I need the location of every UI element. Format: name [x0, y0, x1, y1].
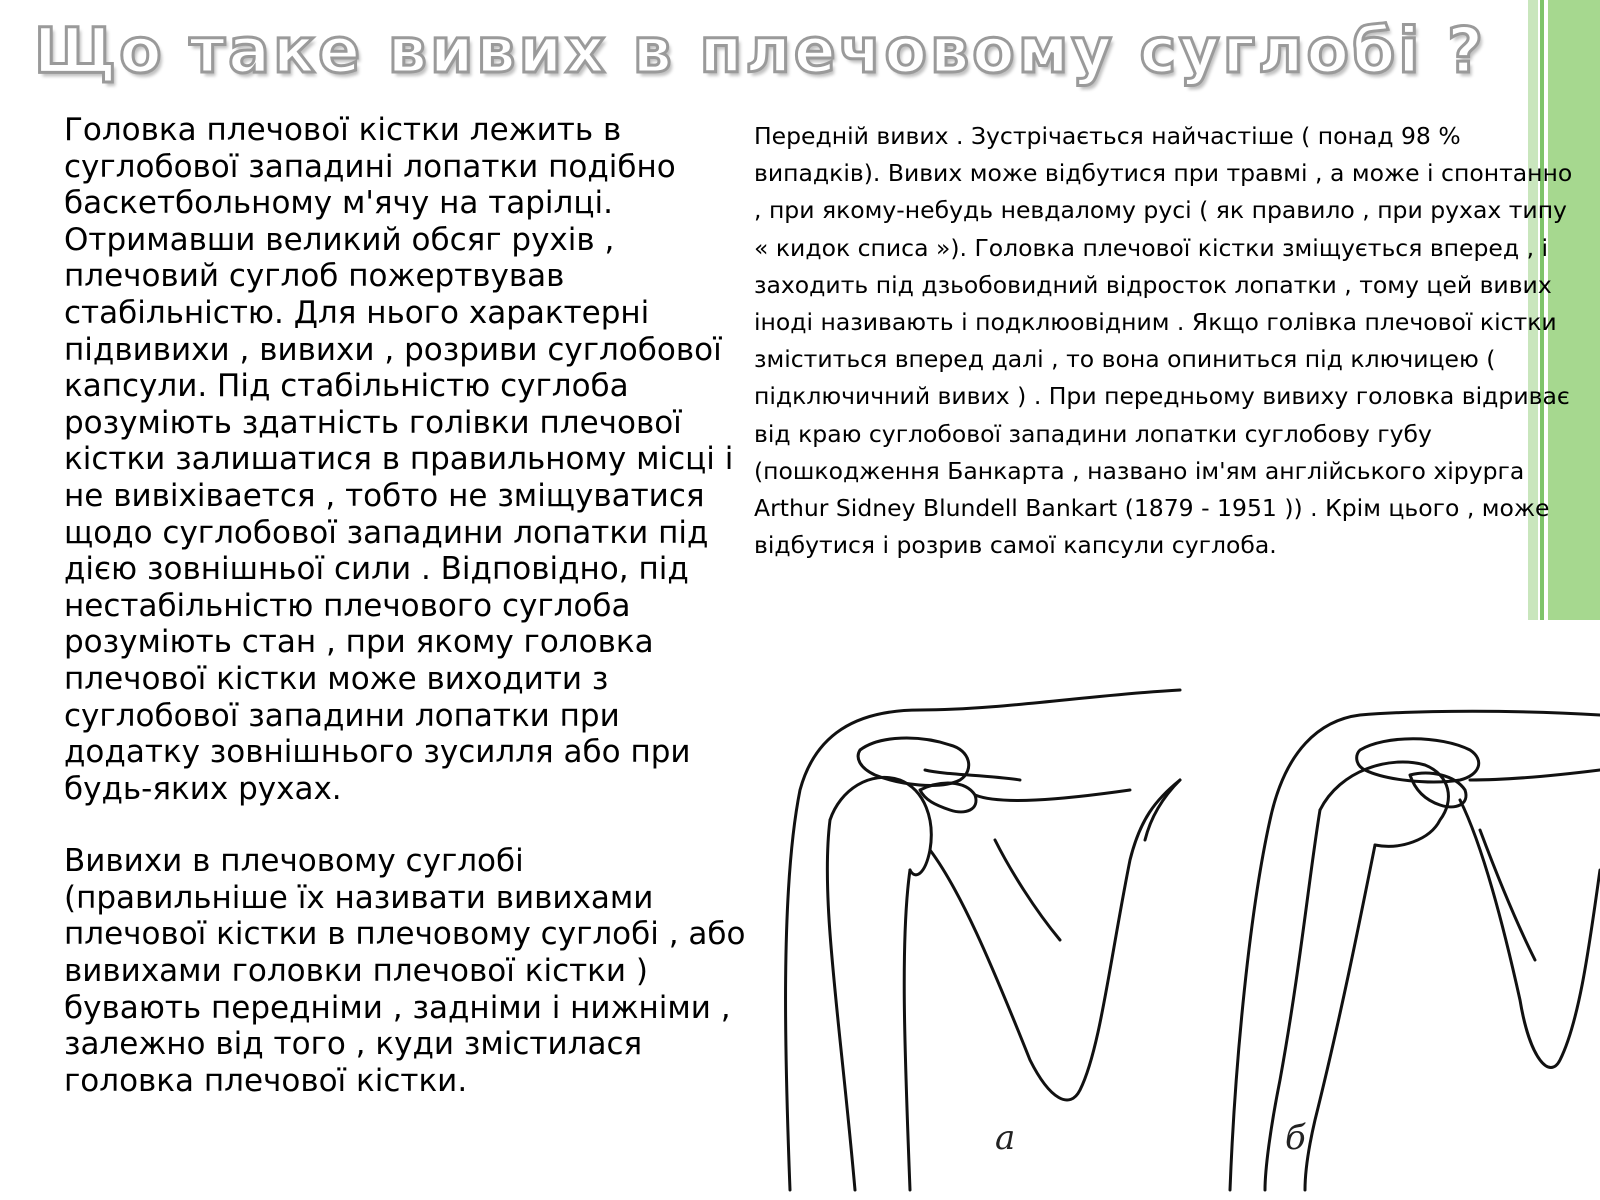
right-paragraph: Передній вивих . Зустрічається найчастіше ( понад 98 % випадків). Вивих може відбутися при травмі , а може і спонтанно , при якому-небудь невдалому русі ( як правило , при рухах типу « кидок списа »). Головка плечової кістки зміщується вперед , і заходить під дзьобовидний відросток лопатки , тому цей вивих іноді називають і подклюовідним . Якщо голівка плечової кістки зміститься вперед далі , то вона опиниться під ключицею ( підключичний вивих ) . При передньому вивиху головка відриває від краю суглобової западини лопатки суглобову губу (пошкодження Банкарта , названо ім'ям англійського хірурга Arthur Sidney Blundell Bankart (1879 - 1951 )) . Крім цього , може відбутися і розрив самої капсули суглоба. [754, 122, 1573, 560]
slide-title: Що таке вивих в плечовому суглобі ? [33, 14, 1487, 87]
left-paragraph-1: Головка плечової кістки лежить в суглобової западині лопатки подібно баскетбольному м'ячу на тарілці. Отримавши великий обсяг рухів , плечовий суглоб пожертвував стабільністю. Для нього характерні підвивихи , вивихи , розриви суглобової капсули. Під стабільністю суглоба розуміють здатність голівки плечової кістки залишатися в правильному місці і не вивіхівается , тобто не зміщуватися щодо суглобової западини лопатки під дією зовнішньої сили . Відповідно, під нестабільністю плечового суглоба розуміють стан , при якому головка плечової кістки може виходити з суглобової западини лопатки при додатку зовнішнього зусилля або при будь-яких рухах. [64, 112, 734, 807]
left-text-column [64, 112, 754, 1099]
figure-label-a: а [995, 1118, 1016, 1158]
figure-label-b: б [1285, 1118, 1306, 1158]
shoulder-anatomy-drawing [760, 640, 1600, 1200]
shoulder-dislocation-illustration [760, 640, 1600, 1200]
left-paragraph-2: Вивихи в плечовому суглобі (правильніше їх називати вивихами плечової кістки в плечовому суглобі , або вивихами головки плечової кістки ) бувають передніми , задніми і нижніми , залежно від того , куди змістилася головка плечової кістки. [64, 843, 746, 1099]
right-text-column [754, 118, 1584, 564]
shoulder-normal-drawing [786, 690, 1180, 1190]
